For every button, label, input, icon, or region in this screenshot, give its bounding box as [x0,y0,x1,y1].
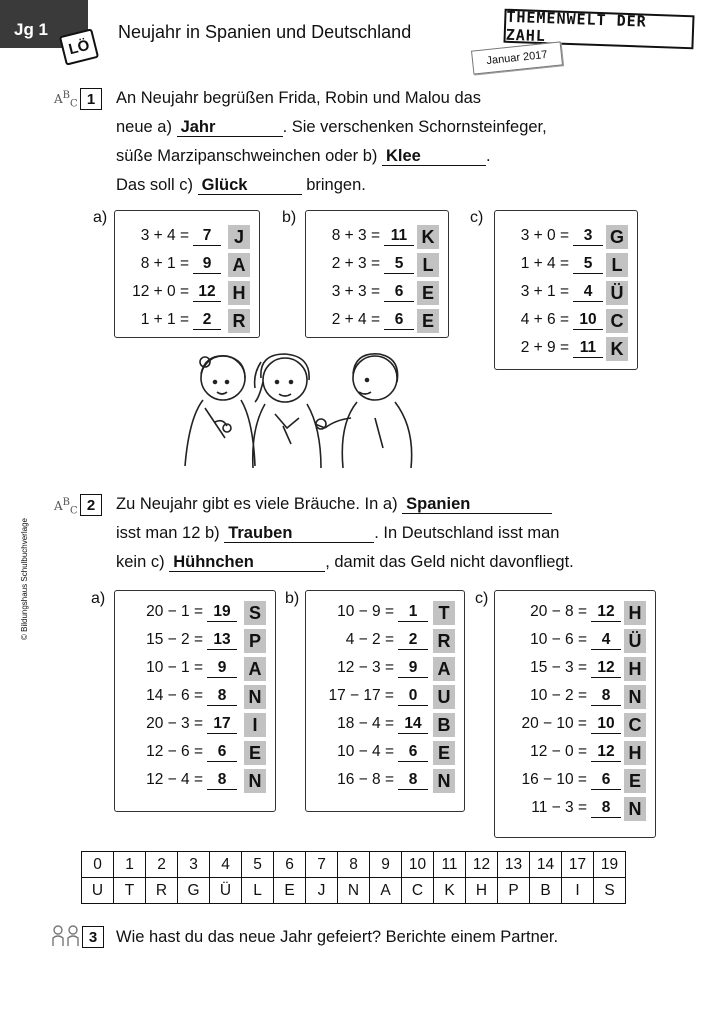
code-number-cell: 2 [146,852,178,878]
exercise-box [114,590,276,812]
code-letter-cell: G [178,878,210,904]
equation: 10 − 6 = [530,631,587,648]
solution-letter: S [244,601,266,625]
code-letter-cell: E [274,878,306,904]
code-number-cell: 6 [274,852,306,878]
code-letter-cell: N [338,878,370,904]
code-number-cell: 1 [114,852,146,878]
exercise-box [494,210,638,370]
solution-letter: Ü [624,629,646,653]
equation: 4 + 6 = [520,311,569,328]
equation-answer[interactable]: 12 [591,603,621,622]
equation: 12 − 4 = [146,771,203,788]
equation-answer[interactable]: 12 [193,283,221,302]
code-number-cell: 8 [338,852,370,878]
equation-answer[interactable]: 10 [591,715,621,734]
equation: 2 + 4 = [331,311,380,328]
equation-answer[interactable]: 3 [573,227,603,246]
task2-line-3: kein c) Hühnchen , damit das Geld nicht davonfliegt. [116,553,574,571]
equation: 20 − 3 = [146,715,203,732]
solution-letter: C [606,309,628,333]
equation: 8 + 3 = [331,227,380,244]
answer-blank-2a[interactable]: Spanien [402,495,552,514]
equation: 10 − 4 = [337,743,394,760]
task1-line-3: süße Marzipanschweinchen oder b) Klee . [116,147,491,165]
equation: 20 − 1 = [146,603,203,620]
exercise-box [305,210,449,338]
writing-task-icon: $A^B_C$ [54,90,78,110]
code-table [81,851,626,904]
exercise-label: c) [475,590,489,607]
code-number-cell: 3 [178,852,210,878]
solution-letter: E [433,741,455,765]
equation-answer[interactable]: 11 [573,339,603,358]
solution-letter: R [228,309,250,333]
equation: 14 − 6 = [146,687,203,704]
equation-answer[interactable]: 5 [573,255,603,274]
code-letter-cell: J [306,878,338,904]
equation-answer[interactable]: 9 [207,659,237,678]
equation-answer[interactable]: 6 [384,283,414,302]
equation-answer[interactable]: 17 [207,715,237,734]
code-letter-cell: K [434,878,466,904]
equation-answer[interactable]: 8 [207,771,237,790]
code-number-cell: 9 [370,852,402,878]
task-number-2: 2 [80,494,102,516]
equation-answer[interactable]: 8 [591,799,621,818]
equation-answer[interactable]: 14 [398,715,428,734]
code-number-cell: 11 [434,852,466,878]
equation: 3 + 4 = [140,227,189,244]
exercise-label: a) [93,209,108,226]
code-number-cell: 5 [242,852,274,878]
equation: 10 − 2 = [530,687,587,704]
task2-line-1: Zu Neujahr gibt es viele Bräuche. In a) Spanien [116,495,552,514]
code-letter-cell: L [242,878,274,904]
task1-line-1: An Neujahr begrüßen Frida, Robin und Malou das [116,89,482,107]
equation: 12 + 0 = [132,283,189,300]
equation: 4 − 2 = [345,631,394,648]
code-letter-cell: R [146,878,178,904]
equation: 12 − 0 = [530,743,587,760]
solution-letter: N [244,685,266,709]
equation: 12 − 6 = [146,743,203,760]
code-letter-cell: P [498,878,530,904]
code-number-cell: 10 [402,852,434,878]
exercise-label: c) [470,209,484,226]
equation-answer[interactable]: 0 [398,687,428,706]
exercise-box [494,590,656,838]
solution-letter: A [433,657,455,681]
exercise-label: a) [91,590,106,607]
solution-letter: B [433,713,455,737]
solution-letter: I [244,713,266,737]
equation: 8 + 1 = [140,255,189,272]
code-number-cell: 4 [210,852,242,878]
code-letter-cell: S [594,878,626,904]
equation: 10 − 1 = [146,659,203,676]
equation: 17 − 17 = [328,687,394,704]
equation: 16 − 8 = [337,771,394,788]
solution-letter: L [606,253,628,277]
code-letter-cell: H [466,878,498,904]
code-number-cell: 0 [82,852,114,878]
equation-answer[interactable]: 4 [573,283,603,302]
equation-answer[interactable]: 9 [398,659,428,678]
solution-letter: N [244,769,266,793]
exercise-box [305,590,465,812]
equation: 1 + 1 = [140,311,189,328]
solution-letter: H [228,281,250,305]
solution-letter: U [433,685,455,709]
solution-letter: T [433,601,455,625]
equation-answer[interactable]: 6 [591,771,621,790]
code-number-cell: 7 [306,852,338,878]
answer-blank-1b[interactable]: Klee [382,147,486,166]
equation: 3 + 1 = [520,283,569,300]
solution-letter: E [417,309,439,333]
solution-letter: K [417,225,439,249]
exercise-box [114,210,260,338]
equation: 20 − 10 = [521,715,587,732]
equation: 1 + 4 = [520,255,569,272]
equation: 10 − 9 = [337,603,394,620]
solution-badge: LÖ [59,28,99,65]
solution-letter: E [244,741,266,765]
solution-letter: K [606,337,628,361]
equation: 11 − 3 = [531,799,587,816]
equation-answer[interactable]: 19 [207,603,237,622]
task-number-3: 3 [82,926,104,948]
equation-answer[interactable]: 5 [384,255,414,274]
equation-answer[interactable]: 2 [193,311,221,330]
solution-letter: L [417,253,439,277]
equation: 2 + 9 = [520,339,569,356]
equation: 3 + 0 = [520,227,569,244]
answer-blank-1c[interactable]: Glück [198,176,302,195]
equation: 3 + 3 = [331,283,380,300]
equation-answer[interactable]: 6 [384,311,414,330]
task-number-1: 1 [80,88,102,110]
equation-answer[interactable]: 2 [398,631,428,650]
code-letter-cell: C [402,878,434,904]
equation-answer[interactable]: 8 [591,687,621,706]
writing-task-icon: $A^B_C$ [54,497,78,517]
answer-blank-2b[interactable]: Trauben [224,524,374,543]
solution-letter: E [624,769,646,793]
task2-line-2: isst man 12 b) Trauben . In Deutschland isst man [116,524,560,542]
code-number-cell: 13 [498,852,530,878]
answer-blank-1a[interactable]: Jahr [177,118,283,137]
equation-answer[interactable]: 8 [207,687,237,706]
equation: 15 − 3 = [530,659,587,676]
solution-letter: A [228,253,250,277]
solution-letter: H [624,741,646,765]
copyright-note: © Bildungshaus Schulbuchverlage [20,518,29,640]
children-illustration [175,348,425,470]
code-letter-cell: I [562,878,594,904]
code-letter-cell: Ü [210,878,242,904]
code-number-cell: 12 [466,852,498,878]
solution-letter: H [624,657,646,681]
equation-answer[interactable]: 7 [193,227,221,246]
solution-letter: R [433,629,455,653]
code-number-cell: 14 [530,852,562,878]
solution-letter: Ü [606,281,628,305]
task3-text: Wie hast du das neue Jahr gefeiert? Berichte einem Partner. [116,928,559,946]
code-number-cell: 17 [562,852,594,878]
equation: 15 − 2 = [146,631,203,648]
solution-letter: P [244,629,266,653]
code-number-cell: 19 [594,852,626,878]
page-title: Neujahr in Spanien und Deutschland [118,22,412,42]
equation-answer[interactable]: 10 [573,311,603,330]
code-letter-cell: B [530,878,562,904]
partner-talk-icon [50,924,82,948]
equation-answer[interactable]: 1 [398,603,428,622]
equation: 20 − 8 = [530,603,587,620]
date-label: Januar 2017 [471,41,563,74]
solution-letter: J [228,225,250,249]
solution-letter: E [417,281,439,305]
equation-answer[interactable]: 4 [591,631,621,650]
equation-answer[interactable]: 12 [591,743,621,762]
solution-letter: G [606,225,628,249]
solution-letter: A [244,657,266,681]
equation: 18 − 4 = [337,715,394,732]
equation: 16 − 10 = [521,771,587,788]
code-letter-cell: T [114,878,146,904]
code-number-row [82,852,626,878]
equation-answer[interactable]: 11 [384,227,414,246]
equation: 12 − 3 = [337,659,394,676]
solution-letter: H [624,601,646,625]
code-letter-cell: A [370,878,402,904]
equation-answer[interactable]: 9 [193,255,221,274]
task1-line-4: Das soll c) Glück bringen. [116,176,366,194]
solution-letter: C [624,713,646,737]
solution-letter: N [433,769,455,793]
exercise-label: b) [282,209,297,226]
equation-answer[interactable]: 13 [207,631,237,650]
code-letter-cell: U [82,878,114,904]
equation-answer[interactable]: 6 [207,743,237,762]
solution-letter: N [624,685,646,709]
task1-line-2: neue a) Jahr . Sie verschenken Schornsteinfeger, [116,118,547,136]
solution-letter: N [624,797,646,821]
equation: 2 + 3 = [331,255,380,272]
equation-answer[interactable]: 12 [591,659,621,678]
code-letter-row [82,878,626,904]
exercise-label: b) [285,590,300,607]
theme-label: THEMENWELT DER ZAHL [503,9,694,50]
grade-label: Jg 1 [14,20,49,39]
answer-blank-2c[interactable]: Hühnchen [169,553,325,572]
equation-answer[interactable]: 8 [398,771,428,790]
equation-answer[interactable]: 6 [398,743,428,762]
